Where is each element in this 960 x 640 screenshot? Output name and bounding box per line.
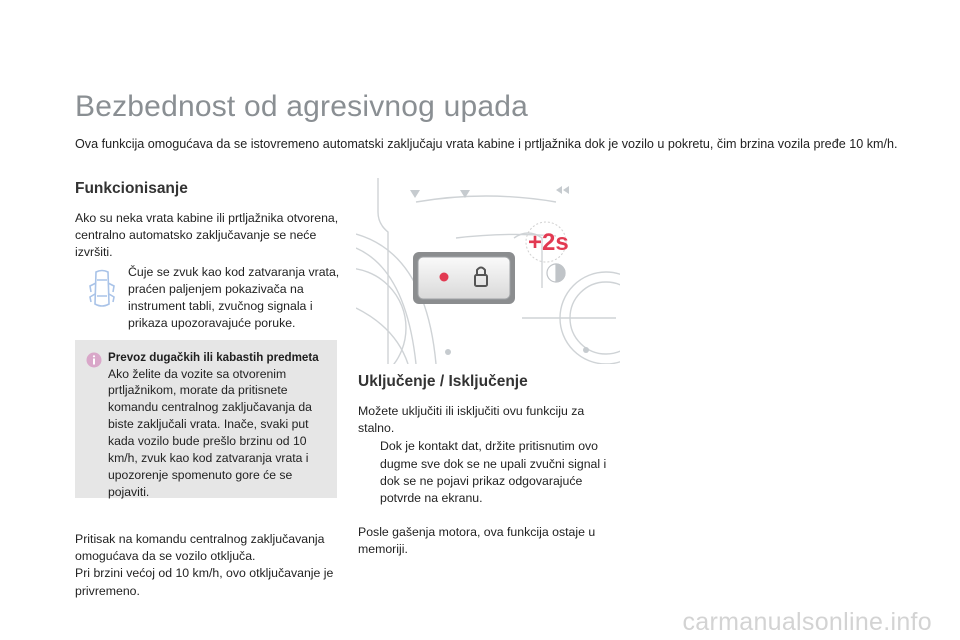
info-icon: [86, 352, 102, 368]
left-column: [75, 180, 345, 332]
info-box-title: Prevoz dugačkih ili kabastih predmeta: [108, 351, 319, 364]
intro-text: Ova funkcija omogućava da se istovremeno automatski zaključaju vrata kabine i prtljažnika dok je vozilo u pokretu, čim brzina vozila pređe 10 km/h.: [75, 137, 898, 151]
page-title: Bezbednost od agresivnog upada: [75, 90, 529, 123]
section-heading-ukljucenje: Uključenje / Isključenje: [358, 373, 528, 390]
paragraph-temporary: Pri brzini većoj od 10 km/h, ovo otključavanje je privremeno.: [75, 566, 334, 598]
hold-time-badge: +2s: [528, 229, 569, 256]
car-doors-open-icon: [87, 268, 117, 310]
info-box-body: Ako želite da vozite sa otvorenim prtljažnikom, morate da pritisnete komandu centralnog zaključavanja da biste zaključali vrata. Inače, svaki put kada vozilo bude prešlo brzinu od 10 km/h, zvuk kao kod zatvaranja vrata i upozorenje spomenuto gore će se pojaviti.: [108, 366, 312, 499]
note-text: Čuje se zvuk kao kod zatvaranja vrata, praćen paljenjem pokazivača na instrument tabli, zvučnog signala i prikaza upozoravajuće poruke.: [128, 264, 340, 331]
bullet-item: [358, 438, 608, 507]
warning-note: [75, 264, 345, 333]
paragraph-permanent: Možete uključiti ili isključiti ovu funkciju za stalno.: [358, 404, 585, 436]
dashboard-button-illustration: [356, 178, 620, 364]
paragraph-memory: Posle gašenja motora, ova funkcija ostaje u memoriji.: [358, 525, 596, 557]
bullet-text: Dok je kontakt dat, držite pritisnutim ovo dugme sve dok se ne upali zvučni signal i dok se ne pojavi prikaz odgovarajuće potvrde na ekranu.: [380, 439, 607, 506]
info-box: [75, 340, 337, 498]
right-column: [358, 373, 608, 559]
left-column-footer-text: [75, 531, 345, 600]
paragraph-doors-open: Ako su neka vrata kabine ili prtljažnika otvorena, centralno automatsko zaključavanje se neće izvršiti.: [75, 211, 339, 260]
paragraph-unlock: Pritisak na komandu centralnog zaključavanja omogućava da se vozilo otključa.: [75, 532, 325, 564]
lock-button-icon[interactable]: [413, 252, 515, 304]
section-heading-funkcionisanje: Funkcionisanje: [75, 180, 188, 197]
footer-watermark: carmanualsonline.info: [682, 608, 932, 636]
